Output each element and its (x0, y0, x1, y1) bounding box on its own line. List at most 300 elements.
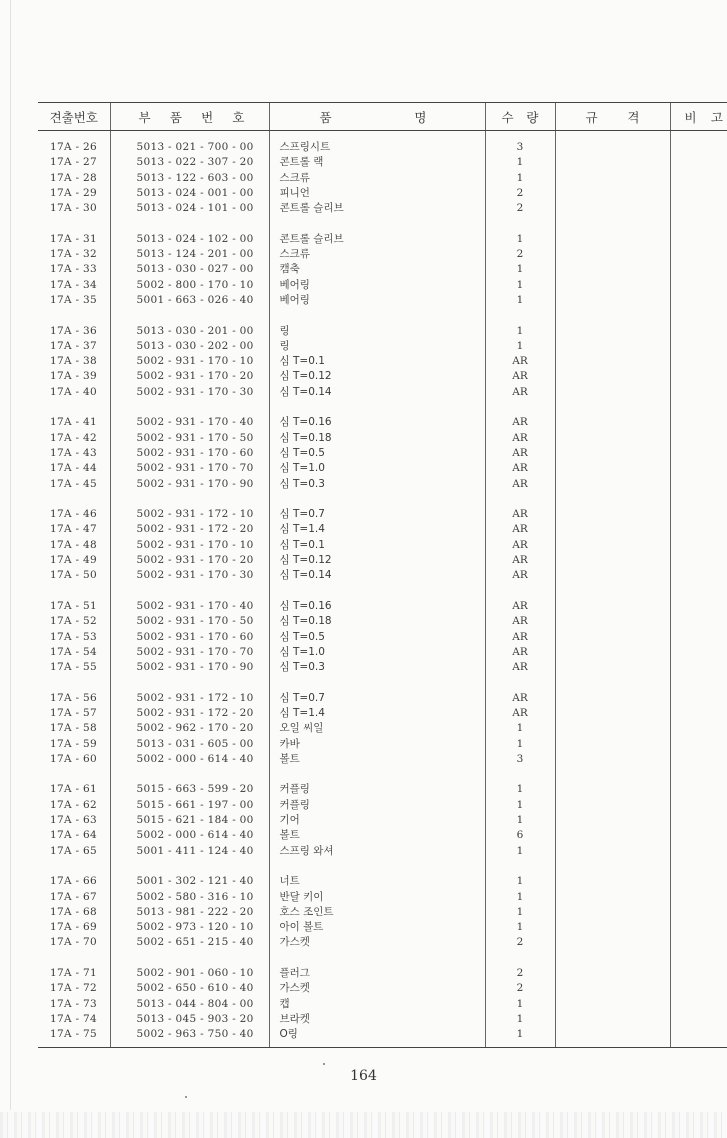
quantity-cell: 2 (485, 247, 555, 262)
part-number-cell: 5013 - 981 - 222 - 20 (110, 905, 269, 920)
group-spacer (38, 767, 727, 782)
part-number-cell: 5002 - 931 - 170 - 90 (110, 477, 269, 492)
spec-cell (555, 339, 670, 354)
table-row (38, 920, 727, 935)
part-name-cell: 오일 씨일 (269, 721, 485, 736)
item-number-cell: 17A - 42 (50, 431, 97, 444)
spec-cell (555, 171, 670, 186)
spec-cell (555, 553, 670, 568)
quantity-cell: 3 (485, 131, 555, 156)
part-name-cell: 가스켓 (269, 981, 485, 996)
table-row (38, 324, 727, 339)
quantity-cell: 6 (485, 828, 555, 843)
spec-cell (555, 828, 670, 843)
item-number-cell: 17A - 70 (50, 936, 97, 949)
group-spacer (38, 216, 727, 231)
spacer-cell (670, 400, 727, 415)
remarks-cell (670, 997, 727, 1012)
part-name-cell: 심 T=1.4 (269, 522, 485, 537)
spacer-cell (110, 859, 269, 874)
remarks-cell (670, 186, 727, 201)
part-number-cell: 5002 - 931 - 170 - 40 (110, 415, 269, 430)
part-name-cell: 심 T=0.1 (269, 538, 485, 553)
spacer-cell (110, 951, 269, 966)
spacer-cell (670, 308, 727, 323)
remarks-cell (670, 691, 727, 706)
remarks-cell (670, 645, 727, 660)
table-row (38, 997, 727, 1012)
table-row (38, 262, 727, 277)
part-name-cell: 심 T=0.18 (269, 614, 485, 629)
part-number-cell: 5013 - 124 - 201 - 00 (110, 247, 269, 262)
part-name-cell: 심 T=0.7 (269, 691, 485, 706)
spec-cell (555, 186, 670, 201)
remarks-cell (670, 599, 727, 614)
spacer-cell (110, 767, 269, 782)
header-part-no: 부 품 번 호 (110, 103, 269, 131)
spec-cell (555, 782, 670, 797)
spec-cell (555, 477, 670, 492)
table-row (38, 201, 727, 216)
part-number-cell: 5002 - 931 - 170 - 60 (110, 446, 269, 461)
part-name-cell: 심 T=0.1 (269, 354, 485, 369)
item-number-cell: 17A - 54 (50, 645, 97, 658)
header-remarks: 비 고 (670, 103, 727, 131)
spacer-cell (110, 308, 269, 323)
remarks-cell (670, 446, 727, 461)
quantity-cell: AR (485, 415, 555, 430)
remarks-cell (670, 782, 727, 797)
spec-cell (555, 201, 670, 216)
spacer-cell (670, 584, 727, 599)
remarks-cell (670, 431, 727, 446)
spec-cell (555, 721, 670, 736)
spec-cell (555, 507, 670, 522)
part-number-cell: 5002 - 580 - 316 - 10 (110, 890, 269, 905)
item-number-cell: 17A - 56 (50, 691, 97, 704)
quantity-cell: 1 (485, 737, 555, 752)
part-name-cell: 브라켓 (269, 1012, 485, 1027)
quantity-cell: 1 (485, 905, 555, 920)
part-number-cell: 5013 - 024 - 001 - 00 (110, 186, 269, 201)
spec-cell (555, 935, 670, 950)
item-number-cell: 17A - 45 (50, 477, 97, 490)
quantity-cell: 1 (485, 278, 555, 293)
spec-cell (555, 385, 670, 400)
remarks-cell (670, 131, 727, 156)
table-row (38, 706, 727, 721)
quantity-cell: 1 (485, 721, 555, 736)
remarks-cell (670, 920, 727, 935)
item-number-cell: 17A - 55 (50, 661, 97, 674)
item-number-cell: 17A - 41 (50, 416, 97, 429)
part-name-cell: 심 T=0.16 (269, 415, 485, 430)
part-number-cell: 5002 - 931 - 170 - 40 (110, 599, 269, 614)
quantity-cell: 1 (485, 798, 555, 813)
part-name-cell: 심 T=0.3 (269, 660, 485, 675)
spacer-cell (485, 675, 555, 690)
quantity-cell: AR (485, 461, 555, 476)
part-name-cell: 심 T=0.14 (269, 568, 485, 583)
spacer-cell (269, 308, 485, 323)
remarks-cell (670, 385, 727, 400)
spacer-cell (555, 951, 670, 966)
item-number-cell: 17A - 69 (50, 921, 97, 934)
spacer-cell (670, 675, 727, 690)
quantity-cell: AR (485, 477, 555, 492)
quantity-cell: 1 (485, 920, 555, 935)
spec-cell (555, 1012, 670, 1027)
item-number-cell: 17A - 72 (50, 982, 97, 995)
part-name-cell: 스크류 (269, 171, 485, 186)
parts-table (38, 102, 727, 1048)
spacer-cell (269, 951, 485, 966)
spec-cell (555, 966, 670, 981)
quantity-cell: AR (485, 522, 555, 537)
part-name-cell: 심 T=0.5 (269, 630, 485, 645)
part-number-cell: 5002 - 931 - 170 - 20 (110, 553, 269, 568)
part-number-cell: 5002 - 931 - 172 - 10 (110, 507, 269, 522)
item-number-cell: 17A - 73 (50, 997, 97, 1010)
part-name-cell: 반달 키이 (269, 890, 485, 905)
part-number-cell: 5002 - 901 - 060 - 10 (110, 966, 269, 981)
spacer-cell (485, 308, 555, 323)
table-row (38, 630, 727, 645)
table-row (38, 645, 727, 660)
table-row (38, 737, 727, 752)
remarks-cell (670, 752, 727, 767)
part-number-cell: 5013 - 030 - 202 - 00 (110, 339, 269, 354)
scan-artifact-strip (0, 1112, 727, 1138)
spec-cell (555, 997, 670, 1012)
item-number-cell: 17A - 62 (50, 798, 97, 811)
spacer-cell (38, 216, 110, 231)
part-name-cell: 아이 볼트 (269, 920, 485, 935)
part-name-cell: 캠축 (269, 262, 485, 277)
spacer-cell (38, 492, 110, 507)
part-name-cell: 너트 (269, 874, 485, 889)
quantity-cell: AR (485, 691, 555, 706)
remarks-cell (670, 813, 727, 828)
table-row (38, 415, 727, 430)
spacer-cell (38, 400, 110, 415)
remarks-cell (670, 278, 727, 293)
spacer-cell (555, 859, 670, 874)
table-row (38, 553, 727, 568)
item-number-cell: 17A - 52 (50, 615, 97, 628)
quantity-cell: 1 (485, 997, 555, 1012)
item-number-cell: 17A - 31 (50, 232, 97, 245)
table-row (38, 721, 727, 736)
remarks-cell (670, 568, 727, 583)
item-number-cell: 17A - 59 (50, 737, 97, 750)
part-name-cell: 피니언 (269, 186, 485, 201)
item-number-cell: 17A - 63 (50, 814, 97, 827)
spec-cell (555, 660, 670, 675)
part-name-cell: 기어 (269, 813, 485, 828)
item-number-cell: 17A - 43 (50, 446, 97, 459)
remarks-cell (670, 354, 727, 369)
spec-cell (555, 691, 670, 706)
table-row (38, 232, 727, 247)
item-number-cell: 17A - 37 (50, 339, 97, 352)
spacer-cell (38, 859, 110, 874)
spacer-cell (110, 492, 269, 507)
table-row (38, 477, 727, 492)
spacer-cell (269, 675, 485, 690)
part-name-cell: 콘트롤 슬리브 (269, 201, 485, 216)
spec-cell (555, 630, 670, 645)
spec-cell (555, 905, 670, 920)
spacer-cell (485, 400, 555, 415)
part-number-cell: 5013 - 045 - 903 - 20 (110, 1012, 269, 1027)
table-row (38, 247, 727, 262)
part-number-cell: 5013 - 024 - 102 - 00 (110, 232, 269, 247)
part-name-cell: 플러그 (269, 966, 485, 981)
remarks-cell (670, 798, 727, 813)
table-row (38, 293, 727, 308)
part-number-cell: 5015 - 661 - 197 - 00 (110, 798, 269, 813)
spec-cell (555, 981, 670, 996)
remarks-cell (670, 721, 727, 736)
spec-cell (555, 247, 670, 262)
table-row (38, 155, 727, 170)
spacer-cell (555, 400, 670, 415)
part-name-cell: 호스 조인트 (269, 905, 485, 920)
group-spacer (38, 859, 727, 874)
part-number-cell: 5002 - 931 - 170 - 50 (110, 431, 269, 446)
spec-cell (555, 369, 670, 384)
part-number-cell: 5015 - 663 - 599 - 20 (110, 782, 269, 797)
part-number-cell: 5002 - 931 - 170 - 10 (110, 354, 269, 369)
spacer-cell (670, 767, 727, 782)
spacer-cell (110, 675, 269, 690)
part-number-cell: 5001 - 302 - 121 - 40 (110, 874, 269, 889)
speck (323, 1063, 325, 1065)
spacer-cell (485, 492, 555, 507)
spec-cell (555, 874, 670, 889)
quantity-cell: AR (485, 538, 555, 553)
part-name-cell: 심 T=1.4 (269, 706, 485, 721)
remarks-cell (670, 630, 727, 645)
part-number-cell: 5013 - 030 - 201 - 00 (110, 324, 269, 339)
spec-cell (555, 415, 670, 430)
quantity-cell: 3 (485, 752, 555, 767)
spec-cell (555, 920, 670, 935)
spec-cell (555, 131, 670, 156)
spacer-cell (269, 216, 485, 231)
quantity-cell: AR (485, 630, 555, 645)
table-row (38, 1012, 727, 1027)
speck (185, 1096, 187, 1098)
part-name-cell: 커플링 (269, 798, 485, 813)
remarks-cell (670, 660, 727, 675)
spacer-cell (670, 492, 727, 507)
spec-cell (555, 155, 670, 170)
spacer-cell (555, 216, 670, 231)
quantity-cell: 1 (485, 293, 555, 308)
item-number-cell: 17A - 50 (50, 569, 97, 582)
part-name-cell: 심 T=0.5 (269, 446, 485, 461)
item-number-cell: 17A - 28 (50, 171, 97, 184)
part-number-cell: 5002 - 931 - 170 - 30 (110, 385, 269, 400)
spec-cell (555, 568, 670, 583)
table-row (38, 171, 727, 186)
remarks-cell (670, 415, 727, 430)
group-spacer (38, 951, 727, 966)
item-number-cell: 17A - 67 (50, 890, 97, 903)
part-number-cell: 5013 - 022 - 307 - 20 (110, 155, 269, 170)
item-number-cell: 17A - 60 (50, 752, 97, 765)
spacer-cell (38, 584, 110, 599)
part-name-cell: 스크류 (269, 247, 485, 262)
page-number: 164 (350, 1068, 377, 1084)
item-number-cell: 17A - 74 (50, 1012, 97, 1025)
part-name-cell: O링 (269, 1027, 485, 1047)
remarks-cell (670, 339, 727, 354)
part-number-cell: 5002 - 963 - 750 - 40 (110, 1027, 269, 1047)
quantity-cell: 2 (485, 201, 555, 216)
part-name-cell: 스프링 와셔 (269, 844, 485, 859)
table-row (38, 568, 727, 583)
item-number-cell: 17A - 53 (50, 630, 97, 643)
table-row (38, 385, 727, 400)
remarks-cell (670, 844, 727, 859)
part-number-cell: 5013 - 021 - 700 - 00 (110, 131, 269, 156)
item-number-cell: 17A - 58 (50, 722, 97, 735)
group-spacer (38, 400, 727, 415)
table-row (38, 874, 727, 889)
table-row (38, 813, 727, 828)
remarks-cell (670, 262, 727, 277)
spec-cell (555, 461, 670, 476)
quantity-cell: AR (485, 354, 555, 369)
table-row (38, 828, 727, 843)
table-row (38, 507, 727, 522)
remarks-cell (670, 507, 727, 522)
item-number-cell: 17A - 65 (50, 844, 97, 857)
item-number-cell: 17A - 34 (50, 278, 97, 291)
spec-cell (555, 706, 670, 721)
table-row (38, 522, 727, 537)
quantity-cell: AR (485, 599, 555, 614)
quantity-cell: AR (485, 553, 555, 568)
quantity-cell: 1 (485, 324, 555, 339)
quantity-cell: 2 (485, 186, 555, 201)
quantity-cell: 2 (485, 981, 555, 996)
remarks-cell (670, 890, 727, 905)
quantity-cell: AR (485, 507, 555, 522)
remarks-cell (670, 981, 727, 996)
quantity-cell: 1 (485, 232, 555, 247)
table-row (38, 1027, 727, 1047)
table-row (38, 798, 727, 813)
spec-cell (555, 262, 670, 277)
part-name-cell: 심 T=1.0 (269, 461, 485, 476)
spec-cell (555, 737, 670, 752)
spacer-cell (485, 584, 555, 599)
part-number-cell: 5013 - 024 - 101 - 00 (110, 201, 269, 216)
spec-cell (555, 890, 670, 905)
item-number-cell: 17A - 38 (50, 355, 97, 368)
table-row (38, 538, 727, 553)
quantity-cell: AR (485, 645, 555, 660)
spacer-cell (269, 400, 485, 415)
quantity-cell: 1 (485, 874, 555, 889)
group-spacer (38, 492, 727, 507)
remarks-cell (670, 1027, 727, 1047)
spacer-cell (110, 216, 269, 231)
spec-cell (555, 1027, 670, 1047)
table-row (38, 935, 727, 950)
spacer-cell (670, 216, 727, 231)
part-name-cell: 스프링시트 (269, 131, 485, 156)
part-number-cell: 5002 - 931 - 172 - 10 (110, 691, 269, 706)
item-number-cell: 17A - 46 (50, 508, 97, 521)
spec-cell (555, 599, 670, 614)
part-name-cell: 콘트롤 슬리브 (269, 232, 485, 247)
table-row (38, 131, 727, 156)
quantity-cell: 1 (485, 1012, 555, 1027)
table-row (38, 782, 727, 797)
quantity-cell: 1 (485, 339, 555, 354)
item-number-cell: 17A - 51 (50, 599, 97, 612)
remarks-cell (670, 905, 727, 920)
part-name-cell: 심 T=0.16 (269, 599, 485, 614)
spec-cell (555, 278, 670, 293)
item-number-cell: 17A - 71 (50, 967, 97, 980)
part-name-cell: 캡 (269, 997, 485, 1012)
part-number-cell: 5002 - 931 - 170 - 70 (110, 645, 269, 660)
quantity-cell: AR (485, 614, 555, 629)
quantity-cell: 1 (485, 1027, 555, 1047)
remarks-cell (670, 324, 727, 339)
quantity-cell: 2 (485, 935, 555, 950)
part-number-cell: 5013 - 044 - 804 - 00 (110, 997, 269, 1012)
part-number-cell: 5002 - 931 - 170 - 20 (110, 369, 269, 384)
part-name-cell: 볼트 (269, 828, 485, 843)
remarks-cell (670, 461, 727, 476)
spacer-cell (269, 767, 485, 782)
part-number-cell: 5002 - 931 - 170 - 70 (110, 461, 269, 476)
table-row (38, 752, 727, 767)
table-row (38, 614, 727, 629)
remarks-cell (670, 538, 727, 553)
item-number-cell: 17A - 26 (50, 141, 97, 153)
part-name-cell: 베어링 (269, 293, 485, 308)
part-name-cell: 심 T=0.3 (269, 477, 485, 492)
spacer-cell (485, 767, 555, 782)
part-number-cell: 5002 - 000 - 614 - 40 (110, 752, 269, 767)
remarks-cell (670, 828, 727, 843)
spec-cell (555, 645, 670, 660)
table-row (38, 186, 727, 201)
spacer-cell (555, 308, 670, 323)
spacer-cell (38, 675, 110, 690)
header-spec: 규 격 (555, 103, 670, 131)
remarks-cell (670, 201, 727, 216)
item-number-cell: 17A - 49 (50, 554, 97, 567)
quantity-cell: 1 (485, 844, 555, 859)
part-number-cell: 5013 - 122 - 603 - 00 (110, 171, 269, 186)
quantity-cell: 1 (485, 155, 555, 170)
spacer-cell (485, 216, 555, 231)
part-number-cell: 5002 - 800 - 170 - 10 (110, 278, 269, 293)
part-number-cell: 5002 - 651 - 215 - 40 (110, 935, 269, 950)
part-name-cell: 콘트롤 랙 (269, 155, 485, 170)
remarks-cell (670, 232, 727, 247)
spacer-cell (555, 584, 670, 599)
